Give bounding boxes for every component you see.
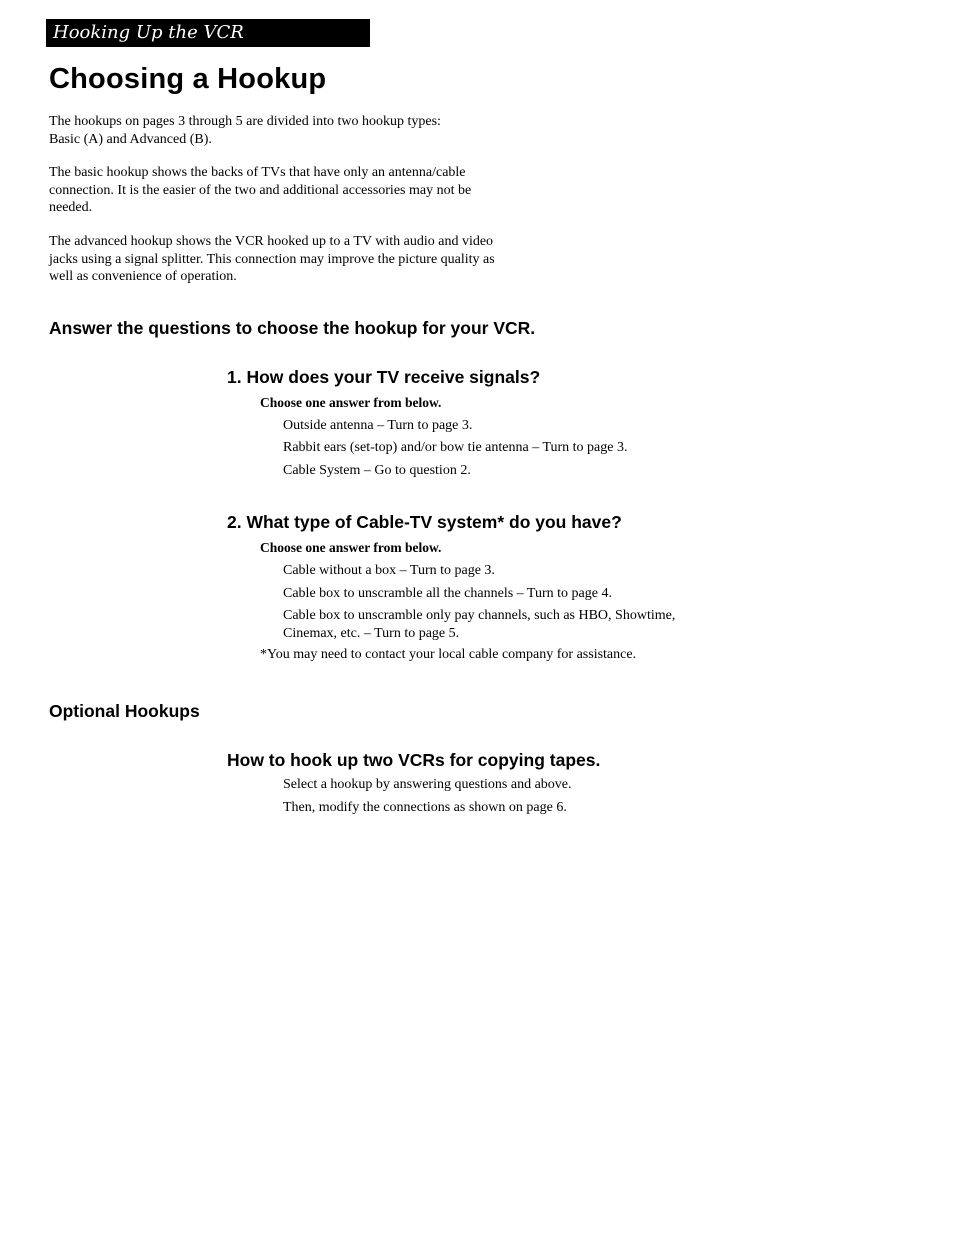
question-1-answer: Rabbit ears (set-top) and/or bow tie antenna – Turn to page 3. <box>283 440 628 455</box>
question-2-answer: Cable without a box – Turn to page 3. <box>283 563 495 578</box>
section-header-bar <box>46 19 370 47</box>
question-2-instruction: Choose one answer from below. <box>260 540 442 555</box>
copying-instruction-line: Select a hookup by answering questions and above. <box>283 777 572 792</box>
section-header-text: Hooking Up the VCR <box>53 22 244 43</box>
intro-paragraph-2: The basic hookup shows the backs of TVs that have only an antenna/cable connection. It is the easier of the two and additional accessories may not be needed. <box>49 165 472 215</box>
copying-instruction-line: Then, modify the connections as shown on page 6. <box>283 800 567 815</box>
question-1-answer: Cable System – Go to question 2. <box>283 463 471 478</box>
intro-paragraph-1: The hookups on pages 3 through 5 are divided into two hookup types: Basic (A) and Advanced (B). <box>49 114 441 147</box>
optional-hookups-heading: Optional Hookups <box>49 701 200 721</box>
question-1-answer: Outside antenna – Turn to page 3. <box>283 418 473 433</box>
question-1-title: 1. How does your TV receive signals? <box>227 367 541 387</box>
question-2-answer: Cable box to unscramble only pay channels, such as HBO, Showtime, Cinemax, etc. – Turn to page 5. <box>283 608 676 641</box>
question-1-instruction: Choose one answer from below. <box>260 395 442 410</box>
copying-tapes-heading: How to hook up two VCRs for copying tapes. <box>227 750 601 770</box>
page-title: Choosing a Hookup <box>49 63 327 95</box>
cable-footnote: *You may need to contact your local cable company for assistance. <box>260 647 637 662</box>
intro-paragraph-3: The advanced hookup shows the VCR hooked up to a TV with audio and video jacks using a signal splitter. This connection may improve the picture quality as well as convenience of operation. <box>49 234 495 284</box>
question-2-title: 2. What type of Cable-TV system* do you have? <box>227 512 622 532</box>
questions-heading: Answer the questions to choose the hookup for your VCR. <box>49 318 536 338</box>
question-2-answer: Cable box to unscramble all the channels – Turn to page 4. <box>283 586 612 601</box>
